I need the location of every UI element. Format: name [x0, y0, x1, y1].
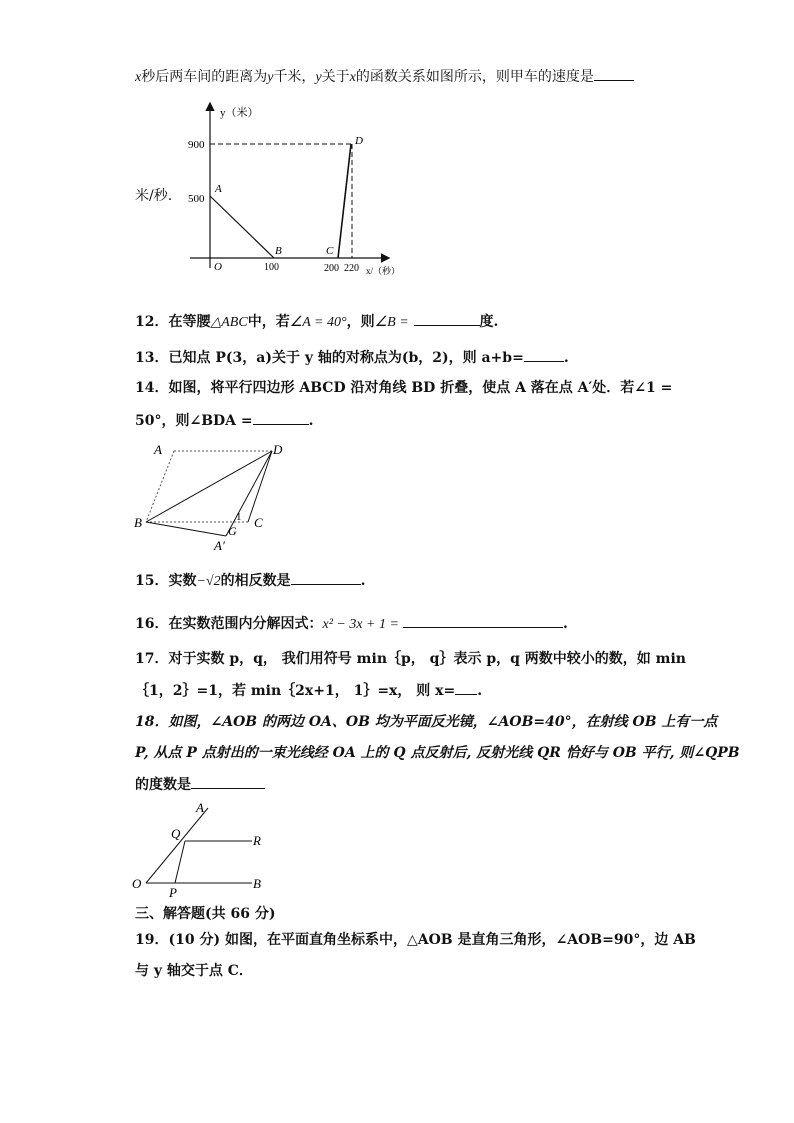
q17-line1: 17．对于实数 p，q， 我们用符号 min｛p， q｝表示 p，q 两数中较小的数，如 min [135, 651, 686, 667]
q12-triangle: △ABC [210, 315, 248, 330]
q12-angle-b: ∠B = [374, 315, 409, 330]
q12-angle: ∠A = 40° [289, 315, 347, 330]
label-P: P [169, 885, 177, 898]
q15-expr: −√2 [196, 574, 221, 589]
q12-text-c: ，则 [346, 314, 375, 330]
q16-text-a: 16．在实数范围内分解因式： [135, 616, 323, 632]
q15-tail: . [360, 573, 366, 589]
q19-line1: 19．(10 分) 如图，在平面直角坐标系中，△AOB 是直角三角形，∠AOB=90°，边 AB [135, 932, 696, 948]
q14-line2-text: 50°，则∠BDA = [135, 413, 253, 429]
q13-tail: . [563, 350, 569, 366]
q12-num: 12． [135, 314, 169, 330]
answer-blank[interactable] [403, 613, 563, 628]
q16-expr: x² − 3x + 1 = [322, 617, 399, 632]
q16-tail: . [562, 616, 568, 632]
q19-line2: 与 y 轴交于点 C． [135, 963, 253, 979]
q16 [135, 613, 568, 635]
label-A-prime: A′ [214, 538, 225, 553]
q14-tail: . [308, 413, 314, 429]
point-O: O [214, 261, 222, 273]
label-D: D [273, 442, 283, 457]
q14-line2 [135, 410, 314, 431]
label-A: A [196, 800, 204, 815]
q11-text-d: 的函数关系如图所示，则甲车的速度是 [355, 69, 594, 85]
tick-500: 500 [188, 193, 205, 205]
mirror-reflection-figure [128, 798, 278, 898]
answer-blank[interactable] [455, 680, 477, 695]
point-D: D [355, 135, 363, 147]
x-axis-label: x/（秒） [366, 266, 401, 276]
label-A: A [154, 442, 162, 457]
label-C: C [254, 515, 263, 530]
q12-text-d: 度. [479, 314, 499, 330]
ray-OA [146, 808, 208, 883]
segment-CD [338, 144, 351, 258]
answer-blank[interactable] [291, 570, 361, 585]
var-y-2: y [315, 70, 322, 85]
edge-AB [146, 451, 174, 522]
q17-line2 [135, 680, 482, 701]
answer-blank[interactable] [253, 410, 309, 425]
ray-QP [175, 841, 185, 883]
q11-text-c: 关于 [321, 69, 350, 85]
label-B: B [134, 515, 142, 530]
point-C: C [326, 245, 334, 257]
q18-line3 [135, 774, 265, 795]
tick-220: 220 [344, 263, 359, 274]
q11-unit-tail: 米/秒. [135, 188, 173, 204]
label-O: O [132, 876, 142, 891]
var-y: y [267, 70, 274, 85]
q13-text: 13．已知点 P(3，a)关于 y 轴的对称点为(b，2)，则 a+b= [135, 350, 524, 366]
q17-line2-text: ｛1，2｝=1，若 min｛2x+1， 1｝=x， 则 x= [135, 683, 456, 699]
q11-text-b: 千米， [273, 69, 316, 85]
answer-blank[interactable] [414, 311, 480, 326]
q12-text-a: 在等腰 [168, 314, 211, 330]
tick-200: 200 [324, 263, 339, 274]
q15 [135, 570, 366, 592]
fold-parallelogram-figure [130, 438, 300, 558]
q11-line1 [135, 66, 634, 88]
q11-text-a: 秒后两车间的距离为 [141, 69, 268, 85]
section-title: 三、解答题(共 66 分) [135, 906, 276, 922]
edge-DC [248, 451, 272, 522]
q18-line1: 18．如图，∠AOB 的两边 OA、OB 均为平面反光镜，∠AOB=40°，在射线 OB 上有一点 [135, 714, 718, 730]
q18-line3-text: 的度数是 [135, 777, 191, 793]
label-R: R [253, 833, 261, 848]
q18-line2: P, 从点 P 点射出的一束光线经 OA 上的 Q 点反射后, 反射光线 QR 恰好与 OB 平行, 则∠QPB [135, 745, 740, 761]
q12-text-b: 中，若 [247, 314, 290, 330]
q17-tail: . [477, 683, 483, 699]
point-A: A [215, 183, 222, 195]
tick-900: 900 [188, 139, 205, 151]
answer-blank[interactable] [594, 66, 634, 81]
segment-AB [210, 196, 274, 258]
answer-blank[interactable] [524, 347, 564, 362]
distance-time-graph [180, 98, 420, 288]
label-Q: Q [171, 826, 181, 841]
tick-100: 100 [264, 262, 279, 273]
q13 [135, 347, 569, 368]
label-angle-1: 1 [236, 511, 242, 523]
var-x: x [135, 70, 142, 85]
label-B: B [253, 876, 261, 891]
var-x-2: x [349, 70, 356, 85]
point-B: B [275, 245, 282, 257]
q14-line1: 14．如图，将平行四边形 ABCD 沿对角线 BD 折叠，使点 A 落在点 A′处．若∠1 = [135, 380, 673, 396]
answer-blank[interactable] [191, 774, 265, 789]
q15-text-a: 15．实数 [135, 573, 197, 589]
label-G: G [228, 524, 237, 538]
edge-BA2 [146, 522, 226, 536]
q12 [135, 311, 498, 333]
q15-text-b: 的相反数是 [220, 573, 291, 589]
y-axis-label: y（米） [220, 107, 259, 119]
